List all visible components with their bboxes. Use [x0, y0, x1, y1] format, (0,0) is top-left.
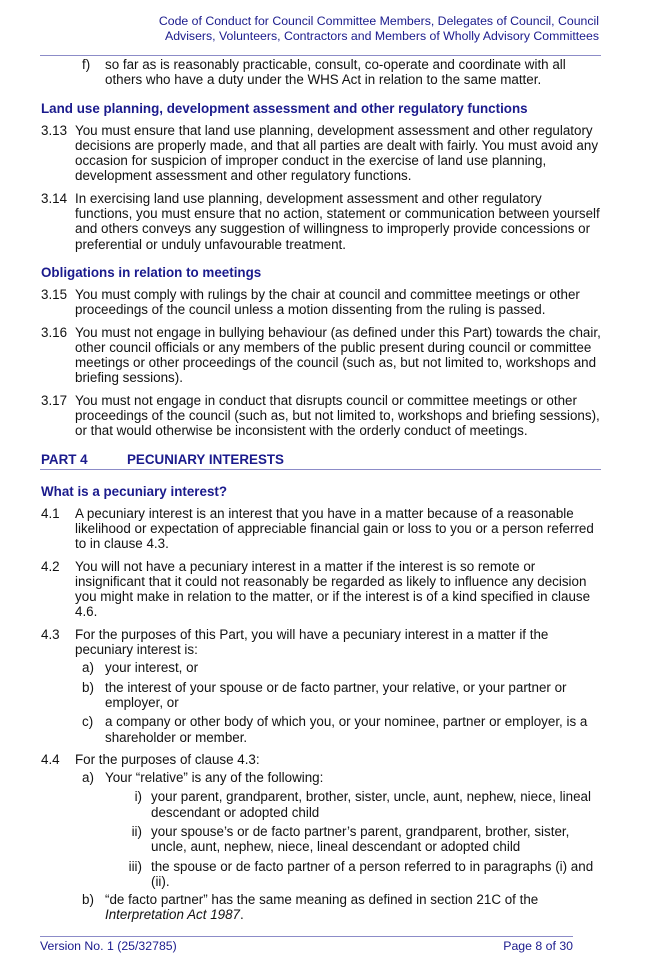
clause-3-16: 3.16 You must not engage in bullying behaviour (as defined under this Part) towards the chair, other council officials or any members of the public present during council or committee meetings or other proceedings of the council (such as, but not limited to, workshops and briefing sessions).	[41, 324, 601, 386]
clause-4-4: 4.4 For the purposes of clause 4.3:	[41, 751, 260, 767]
footer-rule	[40, 936, 573, 937]
act-title: Interpretation Act 1987	[105, 907, 240, 923]
part-rule	[40, 469, 601, 470]
part-heading: PART 4 PECUNIARY INTERESTS	[41, 451, 284, 467]
list-item: b) the interest of your spouse or de facto partner, your relative, or your partner or employer, or	[82, 679, 567, 710]
list-item: c) a company or other body of which you, or your nominee, partner or employer, is a shareholder or member.	[82, 714, 588, 745]
list-item: f) so far as is reasonably practicable, consult, co-operate and coordinate with all others who have a duty under the WHS Act in relation to the same matter.	[82, 57, 566, 88]
section-heading: What is a pecuniary interest?	[41, 483, 228, 499]
list-item: a) Your “relative” is any of the following:	[82, 770, 324, 786]
clause-3-17: 3.17 You must not engage in conduct that disrupts council or committee meetings or other proceedings of the council (such as, but not limited to, workshops and briefing sessions), or that would otherwise be inconsistent with the orderly conduct of meetings.	[41, 392, 600, 439]
running-footer	[40, 939, 573, 953]
header-rule	[40, 55, 601, 56]
page-number: Page 8 of 30	[503, 939, 573, 953]
clause-3-13: 3.13 You must ensure that land use planning, development assessment and other regulatory decisions are properly made, and that all parties are dealt with fairly. You must avoid any occasion for suspicion of improper conduct in the exercise of land use planning, development assessment and other regulatory functions.	[41, 122, 599, 184]
running-header	[159, 14, 599, 44]
section-heading: Land use planning, development assessment and other regulatory functions	[41, 100, 528, 116]
clause-4-2: 4.2 You will not have a pecuniary interest in a matter if the interest is so remote or insignificant that it could not reasonably be regarded as likely to influence any decision you might make in relation to the matter, or if the interest is of a kind specified in clause 4.6.	[41, 558, 591, 620]
version-number: Version No. 1 (25/32785)	[40, 939, 177, 953]
clause-3-15: 3.15 You must comply with rulings by the chair at council and committee meetings or other proceedings of the council unless a motion dissenting from the ruling is passed.	[41, 286, 580, 318]
list-item: a) your interest, or	[82, 660, 199, 676]
header-line-2: Advisers, Volunteers, Contractors and Members of Wholly Advisory Committees	[165, 29, 599, 43]
section-heading: Obligations in relation to meetings	[41, 264, 262, 280]
clause-3-14: 3.14 In exercising land use planning, development assessment and other regulatory functions, you must ensure that no action, statement or communication between yourself and others conveys any suggestion of willingness to improperly provide concessions or preferential or unduly unfavourable treatment.	[41, 190, 600, 252]
list-item: i) your parent, grandparent, brother, sister, uncle, aunt, nephew, niece, lineal descendant or adopted child	[134, 789, 591, 820]
list-item: b) “de facto partner” has the same meaning as defined in section 21C of the Interpretation Act 1987.	[82, 892, 539, 923]
page-body	[41, 57, 601, 923]
list-item: ii) your spouse’s or de facto partner’s parent, grandparent, brother, sister, uncle, aunt, nephew, niece, lineal descendant or adopted child	[131, 823, 570, 855]
clause-4-1: 4.1 A pecuniary interest is an interest that you have in a matter because of a reasonable likelihood or expectation of appreciable financial gain or loss to you or a person referred to in clause 4.3.	[41, 505, 594, 552]
clause-4-3: 4.3 For the purposes of this Part, you will have a pecuniary interest in a matter if the pecuniary interest is:	[41, 626, 549, 658]
header-line-1: Code of Conduct for Council Committee Members, Delegates of Council, Council	[158, 14, 599, 28]
list-item: iii) the spouse or de facto partner of a person referred to in paragraphs (i) and (ii).	[128, 858, 594, 889]
